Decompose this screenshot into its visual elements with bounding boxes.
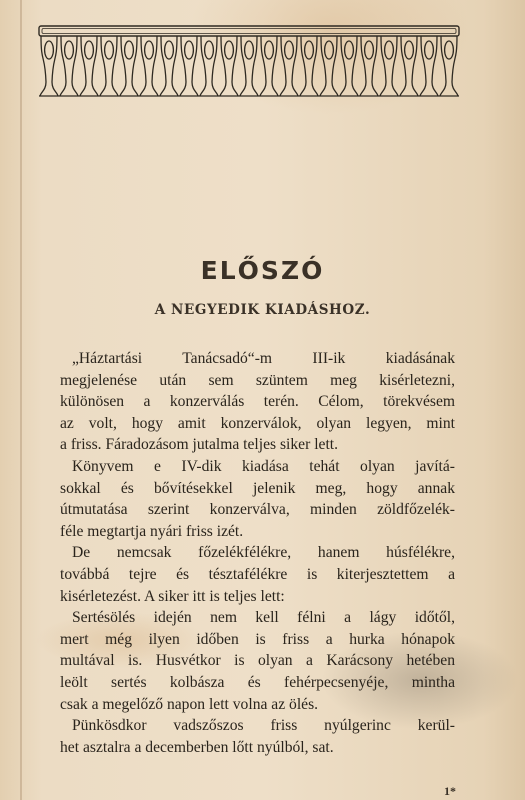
paragraph-2: [60, 456, 455, 542]
ornament-bud: [285, 41, 294, 59]
ornament-motif: [400, 36, 418, 96]
art-nouveau-header-ornament: [38, 24, 460, 104]
text-line: De nemcsak főzelékfélékre, hanem húsfélékre,: [72, 544, 455, 562]
text-line: Könyvem e IV-dik kiadása tehát olyan javítá-: [72, 457, 455, 475]
text-line: sokkal és bővítésekkel jelenik meg, hogy annak: [60, 479, 455, 497]
signature-mark: 1*: [444, 784, 456, 798]
ornament-motif: [160, 36, 178, 96]
ornament-motif: [40, 36, 58, 96]
ornament-bud: [305, 41, 314, 59]
text-line: het asztalra a decemberben lőtt nyúlból, sat.: [60, 738, 334, 756]
ornament-bud: [365, 41, 374, 59]
ornament-motif: [380, 36, 398, 96]
ornament-motif: [420, 36, 438, 96]
text-line: mert még ilyen időben is friss a hurka hónapok: [60, 630, 455, 648]
text-line: továbbá tejre és tésztafélékre is kiterjesztettem a: [60, 565, 455, 583]
ornament-bud: [185, 41, 194, 59]
ornament-motif: [140, 36, 158, 96]
ornament-bud: [385, 41, 394, 59]
ornament-motif: [360, 36, 378, 96]
paragraph-4: [60, 607, 455, 715]
ornament-motif: [300, 36, 318, 96]
ornament-motif: [200, 36, 218, 96]
text-line: megjelenése után sem szüntem meg kisérletezni,: [60, 371, 455, 389]
ornament-bud: [225, 41, 234, 59]
ornament-bud: [405, 41, 414, 59]
ornament-bud: [265, 41, 274, 59]
ornament-bud: [45, 41, 54, 59]
page-title: ELŐSZÓ: [200, 256, 325, 285]
ornament-bud: [125, 41, 134, 59]
page-fold-shadow: [20, 0, 22, 800]
text-line: féle megtartja nyári friss izét.: [60, 522, 244, 540]
ornament-motif: [440, 36, 458, 96]
ornament-motif: [80, 36, 98, 96]
ornament-bud: [425, 41, 434, 59]
text-line: leölt sertés kolbásza és fehérpecsenyéje, mintha: [60, 673, 455, 691]
ornament-motif: [120, 36, 138, 96]
text-line: multával is. Husvétkor is olyan a Karácsony hetében: [60, 652, 455, 670]
ornament-bud: [205, 41, 214, 59]
text-line: „Háztartási Tanácsadó“-m III-ik kiadásának: [72, 350, 455, 367]
ornament-bud: [105, 41, 114, 59]
ornament-motif: [180, 36, 198, 96]
ornament-bud: [445, 41, 454, 59]
page-subtitle: A NEGYEDIK KIADÁSHOZ.: [154, 302, 371, 318]
ornament-bud: [65, 41, 74, 59]
paragraph-1: [60, 348, 455, 456]
text-line: különösen a konzerválás terén. Célom, törekvésem: [60, 393, 455, 411]
ornament-motif: [320, 36, 338, 96]
ornament-bud: [85, 41, 94, 59]
paragraph-3: [60, 542, 455, 607]
text-line: a friss. Fáradozásom jutalma teljes siker lett.: [60, 436, 339, 454]
text-line: kisérletezést. A siker itt is teljes lett:: [60, 587, 285, 605]
ornament-bud: [145, 41, 154, 59]
text-line: Pünkösdkor vadszőszos friss nyúlgerinc kerül-: [72, 717, 455, 735]
text-line: útmutatása szerint konzerválva, minden zöldfőzelék-: [60, 501, 455, 519]
ornament-motif: [280, 36, 298, 96]
ornament-bud: [325, 41, 334, 59]
ornament-bud: [345, 41, 354, 59]
preface-body: [60, 348, 455, 758]
ornament-motif: [100, 36, 118, 96]
text-line: az volt, hogy amit konzerválok, olyan legyen, mint: [60, 414, 455, 432]
ornament-bud: [165, 41, 174, 59]
ornament-motif: [240, 36, 258, 96]
ornament-motif: [340, 36, 358, 96]
ornament-motif: [260, 36, 278, 96]
text-line: Sertésölés idején nem kell félni a lágy időtől,: [72, 609, 455, 627]
text-line: csak a megelőző napon lett volna az ölés.: [60, 695, 319, 713]
ornament-motif: [220, 36, 238, 96]
ornament-bud: [245, 41, 254, 59]
paragraph-5: [60, 715, 455, 758]
ornament-motif: [60, 36, 78, 96]
